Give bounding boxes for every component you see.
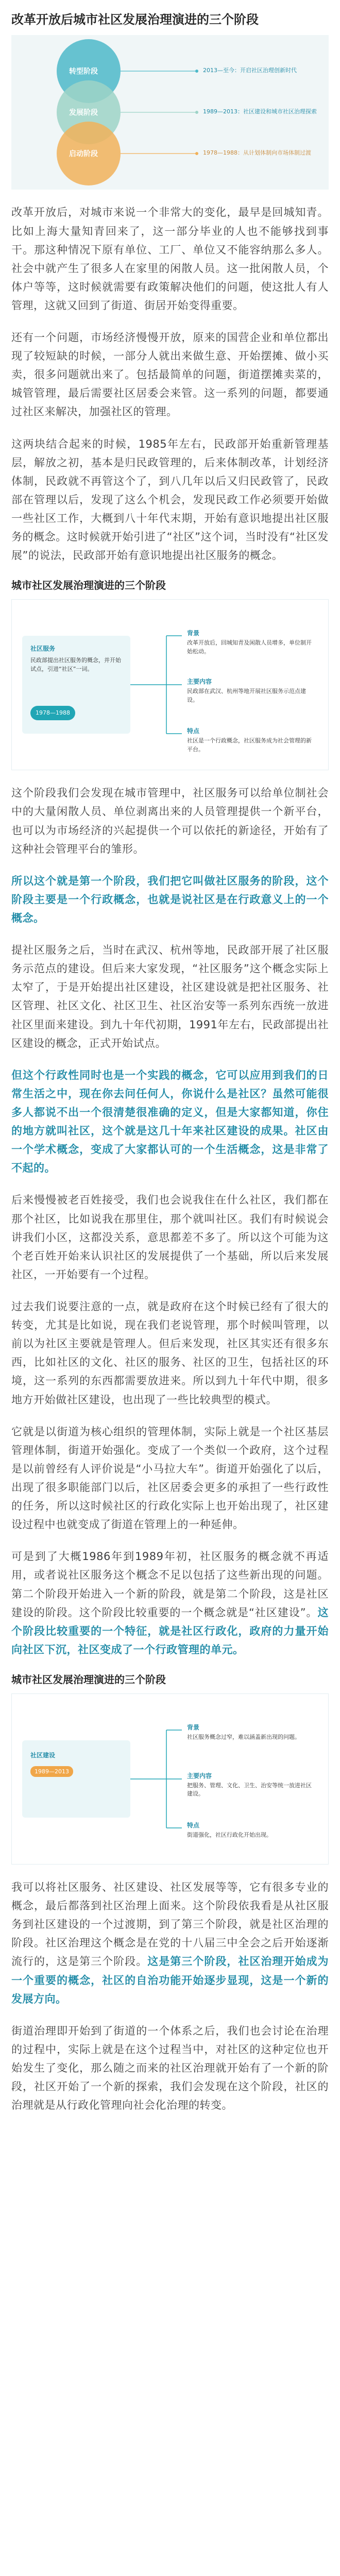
paragraph: 改革开放后，对城市来说一个非常大的变化，最早是回城知青。比如上海大量知青回来了，这一部分毕业的人也不能够找到事干。那这种情况下原有单位、工厂、单位又不能容纳那么多人。社会中就产生了很多人在家里的闲散人员。这一批闲散人员，个体户等等，这时候就需要有政策解决他们的问题，使这批人有人管理，这就又回到了街道、街居开始变得重要。 <box>11 206 329 312</box>
paragraph-text: 我可以将社区服务、社区建设、社区发展等等，它有很多专业的概念，最后都落到社区治理上面来。这个阶段依我看是从社区服务到社区建设的一个过渡期，到了第三个阶段，就是社区治理的阶段。社区治理这个概念是在党的十八届三中全会之后开始逐渐流行的，这是第三个阶段。 <box>11 1880 329 1968</box>
diagram-period-tag: 1989—2013 <box>30 1766 73 1777</box>
diagram-right-head: 背景 <box>187 630 200 637</box>
diagram-right-text: 社区服务概念过窄，难以涵盖新出现的问题。 <box>187 1733 300 1740</box>
paragraph: 后来慢慢被老百姓接受，我们也会说我住在什么社区，我们都在那个社区，比如说我在那里住，那个就叫社区。我们有时候说会讲我们小区，这都没关系，意思都差不多了。所以这个可能为这个老百姓开始来认识社区的发展提供了一个基础，所以后来发展社区，一开始要有一个过程。 <box>11 1194 329 1281</box>
highlight-text: 所以这个就是第一个阶段，我们把它叫做社区服务的阶段，这个阶段主要是一个行政概念，也就是说社区是在行政意义上的一个概念。 <box>11 874 329 925</box>
paragraph: 过去我们说要注意的一点，就是政府在这个时候已经有了很大的转变，尤其是比如说，现在我们老说管理，那个时候叫管理，以前以为社区主要就是管理人。但后来发现，社区其实还有很多东西，比如社区的文化、社区的服务、社区的卫生，包括社区的环境，这一系列的东西都需要放进来。所以到九十年代中期，很多地方开始做社区建设，也出现了一些比较典型的模式。 <box>11 1300 329 1406</box>
diagram-right-text: 改革开放后，回城知青及闲散人员增多，单位制开始松动。 <box>187 639 312 655</box>
diagram-right-head: 背景 <box>187 1723 200 1731</box>
paragraph: 还有一个问题，市场经济慢慢开放，原来的国营企业和单位都出现了较短缺的时候，一部分人就出来做生意、开始摆摊、做小买卖，很多问题就出来了。包括最简单的问题，街道摆摊卖菜的，城管管理，最后需要社区居委会来管。这一系列的问题，都要通过社区来解决，加强社区的管理。 <box>11 331 329 418</box>
diagram-right-text: 把服务、管理、文化、卫生、治安等统一放进社区建设。 <box>187 1782 312 1798</box>
diagram-right-head: 主要内容 <box>187 1772 212 1780</box>
article-title: 改革开放后城市社区发展治理演进的三个阶段 <box>11 12 259 27</box>
diagram-right-text: 街道强化，社区行政化开始出现。 <box>187 1831 272 1838</box>
diagram-left-head: 社区建设 <box>30 1751 56 1759</box>
paragraph <box>0 1878 340 2008</box>
hero-label-start: 启动阶段 <box>69 150 98 159</box>
paragraph-highlight <box>0 1066 340 1178</box>
paragraph: 它就是以街道为核心组织的管理体制，实际上就是一个社区基层管理体制，街道开始强化。变成了一个类似一个政府，这个过程是以前曾经有人评价说是“小马拉大车”。街道开始强化了以后，出现了很多职能部门以后，社区居委会更多的承担了一些行政性的任务，所以这时候社区的行政化实际上也开始出现了，社区建设过程中也就变成了街道在管理上的一种延伸。 <box>11 1425 329 1531</box>
diagram-left-text: 民政部提出社区服务的概念，并开始试点，引进“社区”一词。 <box>30 657 121 672</box>
stage-2-text: 1989—2013：社区建设和城市社区治理探索 <box>203 108 317 115</box>
diagram-right-head: 特点 <box>187 727 200 735</box>
stage-3-text: 1978—1988：从计划体制向市场体制过渡 <box>203 149 311 157</box>
diagram-right-text: 民政部在武汉、杭州等地开展社区服务示范点建设。 <box>187 688 306 703</box>
hero-graphic <box>11 35 329 190</box>
stage-1-text: 2013—至今：开启社区治理创新时代 <box>203 67 297 74</box>
hero-label-development: 发展阶段 <box>69 109 98 117</box>
diagram-period-tag: 1978—1988 <box>30 706 75 720</box>
diagram-right-text: 社区是一个行政概念，社区服务成为社会管理的新平台。 <box>187 737 312 753</box>
diagram-right-head: 特点 <box>187 1821 200 1829</box>
stage-diagram-1 <box>11 599 329 770</box>
paragraph: 这个阶段我们会发现在城市管理中，社区服务可以给单位制社会中的大量闲散人员、单位剥离出来的人员管理提供一个新平台，也可以为市场经济的兴起提供一个可以依托的新途径，开始有了这种社会管理平台的雏形。 <box>11 787 329 855</box>
section-subtitle: 城市社区发展治理演进的三个阶段 <box>11 579 166 592</box>
stage-diagram-2 <box>11 1693 329 1865</box>
paragraph-text: 可是到了大概1986年到1989年初，社区服务的概念就不再适用，或者说社区服务这个概念不足以包括了这些新出现的问题。第二个阶段开始进入一个新的阶段，就是第二个阶段，这是社区建设的阶段。这个阶段比较重要的一个概念就是“社区建设”。 <box>11 1550 329 1619</box>
hero-label-transition: 转型阶段 <box>69 67 98 76</box>
paragraph: 提社区服务之后，当时在武汉、杭州等地，民政部开展了社区服务示范点的建设。但后来大家发现，“社区服务”这个概念实际上太窄了，于是开始提出社区建设，社区建设就是把社区服务、社区管理、社区文化、社区卫生、社区治安等一系列东西统一放进社区里面来建设。到九十年代初期，1991年左右，民政部提出社区建设的概念，正式开始试点。 <box>11 944 329 1049</box>
highlight-text: 这个阶段比较重要的一个特征，就是社区行政化，政府的力量开始向社区下沉，社区变成了一个行政管理的单元。 <box>11 1606 329 1656</box>
paragraph: 这两块结合起来的时候，1985年左右，民政部开始重新管理基层，解放之初，基本是归民政管理的，后来体制改革，计划经济体制，民政就不再管这个了，到八几年以后又归民政管了，民政部在管理以后，发现了这么个机会，发现民政工作必须要开始做一些社区工作，大概到八十年代末期，开始有意识地提出社区服务的概念。这时候就开始引进了“社区”这个词，当时没有“社区发展”的说法，民政部开始有意识地提出社区服务的概念。 <box>11 437 329 562</box>
highlight-text: 但这个行政性同时也是一个实践的概念，它可以应用到我们的日常生活之中，现在你去问任何人，你说什么是社区？虽然可能很多人都说不出一个很清楚很准确的定义，但是大家都知道，你住的地方就叫社区，这个就是这几十年来社区建设的成果。社区由一个学术概念，变成了大家都认可的一个生活概念，这是非常了不起的。 <box>11 1069 329 1175</box>
section-subtitle: 城市社区发展治理演进的三个阶段 <box>11 1673 166 1686</box>
diagram-left-head: 社区服务 <box>30 645 56 653</box>
paragraph-highlight <box>0 872 340 927</box>
diagram-right-head: 主要内容 <box>187 678 212 686</box>
highlight-text: 这是第三个阶段，社区治理开始成为一个重要的概念，社区的自治功能开始逐步显现，这是一个新的发展方向。 <box>11 1955 329 2005</box>
paragraph: 街道治理即开始到了街道的一个体系之后，我们也会讨论在治理的过程中，实际上就是在这个过程当中，对社区的这种定位也开始发生了变化，那么随之而来的社区治理就开始有了一个新的阶段，社区开始了一个新的探索，我们会发现在这个阶段，社区的治理就是从行政化管理向社会化治理的转变。 <box>11 2024 329 2112</box>
paragraph <box>0 1547 340 1659</box>
